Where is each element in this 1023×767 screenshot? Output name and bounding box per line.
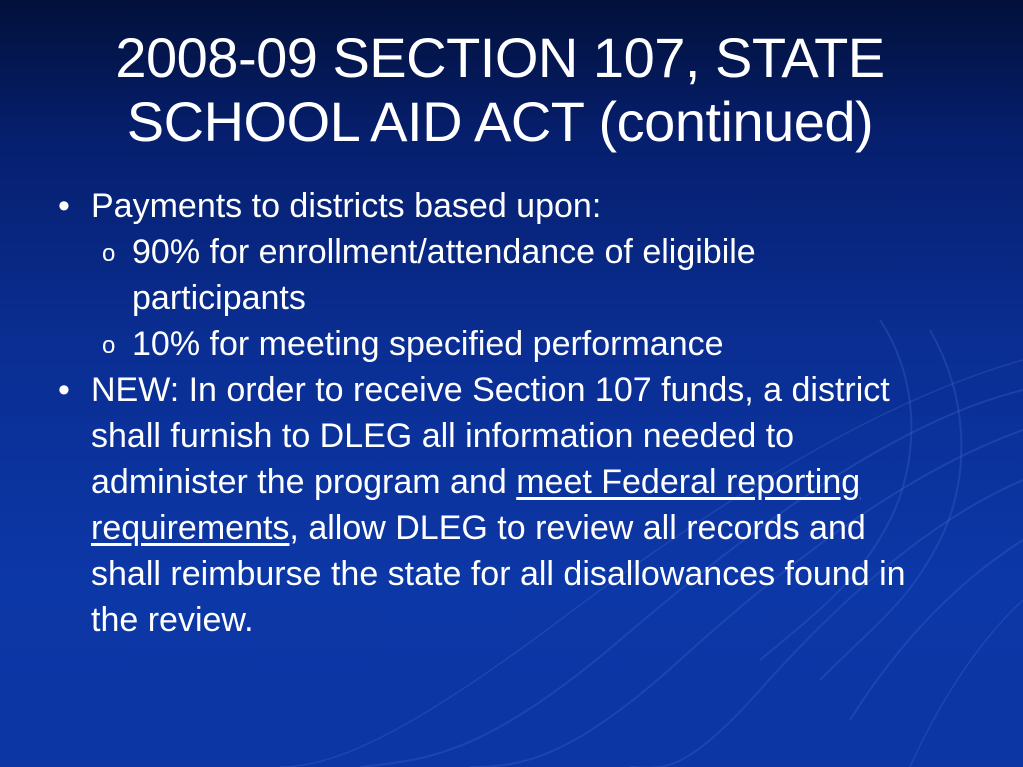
title-line-1: 2008-09 SECTION 107, STATE (115, 26, 885, 89)
sub-bullet-item (58, 321, 938, 367)
bullet-marker: • (58, 371, 70, 409)
sub-bullet-marker: o (102, 332, 116, 359)
sub-bullet-marker: o (102, 240, 116, 267)
sub-bullet-item (58, 229, 938, 321)
slide-body (58, 183, 938, 643)
bullet-text-start: NEW: In order to receive Section 107 funds, a district shall furnish to DLEG all information needed to administer the program and (91, 371, 890, 501)
sub-bullet-text: 90% for enrollment/attendance of eligibile participants (132, 233, 756, 317)
bullet-text-underlined: meet Federal reporting requirements (91, 463, 861, 547)
title-line-2: SCHOOL AID ACT (continued) (126, 90, 874, 153)
bullet-text: Payments to districts based upon: (91, 187, 602, 225)
bullet-text-end: , allow DLEG to review all records and shall reimburse the state for all disallowances found in the review. (91, 509, 906, 639)
bullet-item (58, 367, 938, 643)
slide-title (0, 26, 1000, 154)
sub-bullet-text: 10% for meeting specified performance (132, 325, 724, 363)
bullet-item (58, 183, 938, 229)
bullet-marker: • (58, 187, 70, 225)
